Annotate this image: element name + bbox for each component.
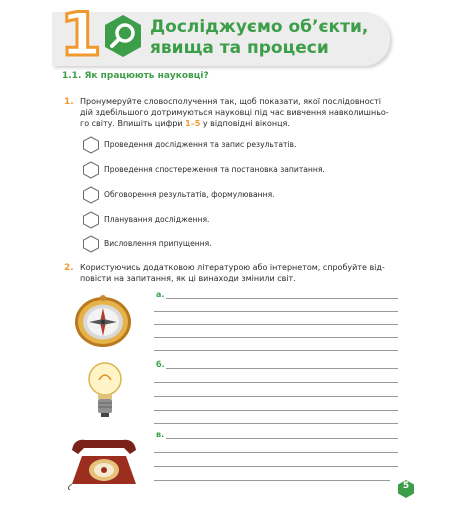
step-label: Обговорення результатів, формулювання. bbox=[104, 190, 275, 199]
hexagon-answer-box[interactable] bbox=[82, 235, 100, 253]
answer-line[interactable] bbox=[154, 423, 398, 424]
task-2-text-line-2: повісти на запитання, як ці винаходи змінили світ. bbox=[80, 274, 296, 283]
answer-line[interactable] bbox=[166, 438, 398, 439]
magnifier-icon bbox=[103, 14, 143, 58]
answer-line[interactable] bbox=[154, 324, 398, 325]
task-1-text-line-1: Пронумеруйте словосполучення так, щоб показати, якої послідовності bbox=[80, 97, 381, 106]
answer-label-b: б. bbox=[156, 360, 165, 369]
step-label: Висловлення припущення. bbox=[104, 239, 212, 248]
answer-line[interactable] bbox=[154, 410, 398, 411]
task-1-text-post: у відповідні віконця. bbox=[202, 119, 290, 128]
section-heading: 1.1. Як працюють науковці? bbox=[62, 71, 209, 81]
hexagon-answer-box[interactable] bbox=[82, 136, 100, 154]
answer-line[interactable] bbox=[154, 311, 398, 312]
answer-line[interactable] bbox=[154, 480, 390, 481]
answer-line[interactable] bbox=[166, 298, 398, 299]
answer-line[interactable] bbox=[154, 350, 398, 351]
task-1-text-line-2: дій здебільшого дотримуються науковці під час вивчення навколишньо- bbox=[80, 108, 389, 117]
answer-line[interactable] bbox=[154, 337, 398, 338]
answer-line[interactable] bbox=[154, 452, 398, 453]
hexagon-answer-box[interactable] bbox=[82, 161, 100, 179]
page-title-line-1: Досліджуємо об’єкти, bbox=[150, 17, 369, 37]
step-item[interactable] bbox=[82, 235, 342, 253]
light-bulb-icon bbox=[86, 360, 124, 422]
task-2-text-line-1: Користуючись додатковою літературою або інтернетом, спробуйте від- bbox=[80, 263, 385, 272]
step-item[interactable] bbox=[82, 136, 342, 154]
page-number: 5 bbox=[402, 481, 410, 491]
task-1-text-line-3 bbox=[80, 118, 290, 129]
answer-label-c: в. bbox=[156, 430, 165, 439]
step-item[interactable] bbox=[82, 186, 342, 204]
step-label: Проведення дослідження та запис результатів. bbox=[104, 140, 297, 149]
compass-icon bbox=[72, 293, 134, 349]
step-item[interactable] bbox=[82, 211, 342, 229]
hexagon-answer-box[interactable] bbox=[82, 186, 100, 204]
step-label: Планування дослідження. bbox=[104, 215, 210, 224]
task-1-range: 1–5 bbox=[185, 119, 201, 128]
answer-line[interactable] bbox=[154, 396, 398, 397]
answer-label-a: а. bbox=[156, 290, 165, 299]
answer-line[interactable] bbox=[166, 368, 398, 369]
hexagon-answer-box[interactable] bbox=[82, 211, 100, 229]
task-1-text-pre: го світу. Впишіть цифри bbox=[80, 119, 183, 128]
task-1-number: 1. bbox=[64, 97, 74, 107]
chapter-number: 1 bbox=[60, 0, 102, 70]
page-title-line-2: явища та процеси bbox=[150, 38, 329, 58]
step-item[interactable] bbox=[82, 161, 342, 179]
rotary-telephone-icon bbox=[66, 434, 142, 490]
answer-line[interactable] bbox=[154, 382, 398, 383]
task-2-number: 2. bbox=[64, 263, 74, 273]
step-label: Проведення спостереження та постановка запитання. bbox=[104, 165, 325, 174]
answer-line[interactable] bbox=[154, 466, 398, 467]
